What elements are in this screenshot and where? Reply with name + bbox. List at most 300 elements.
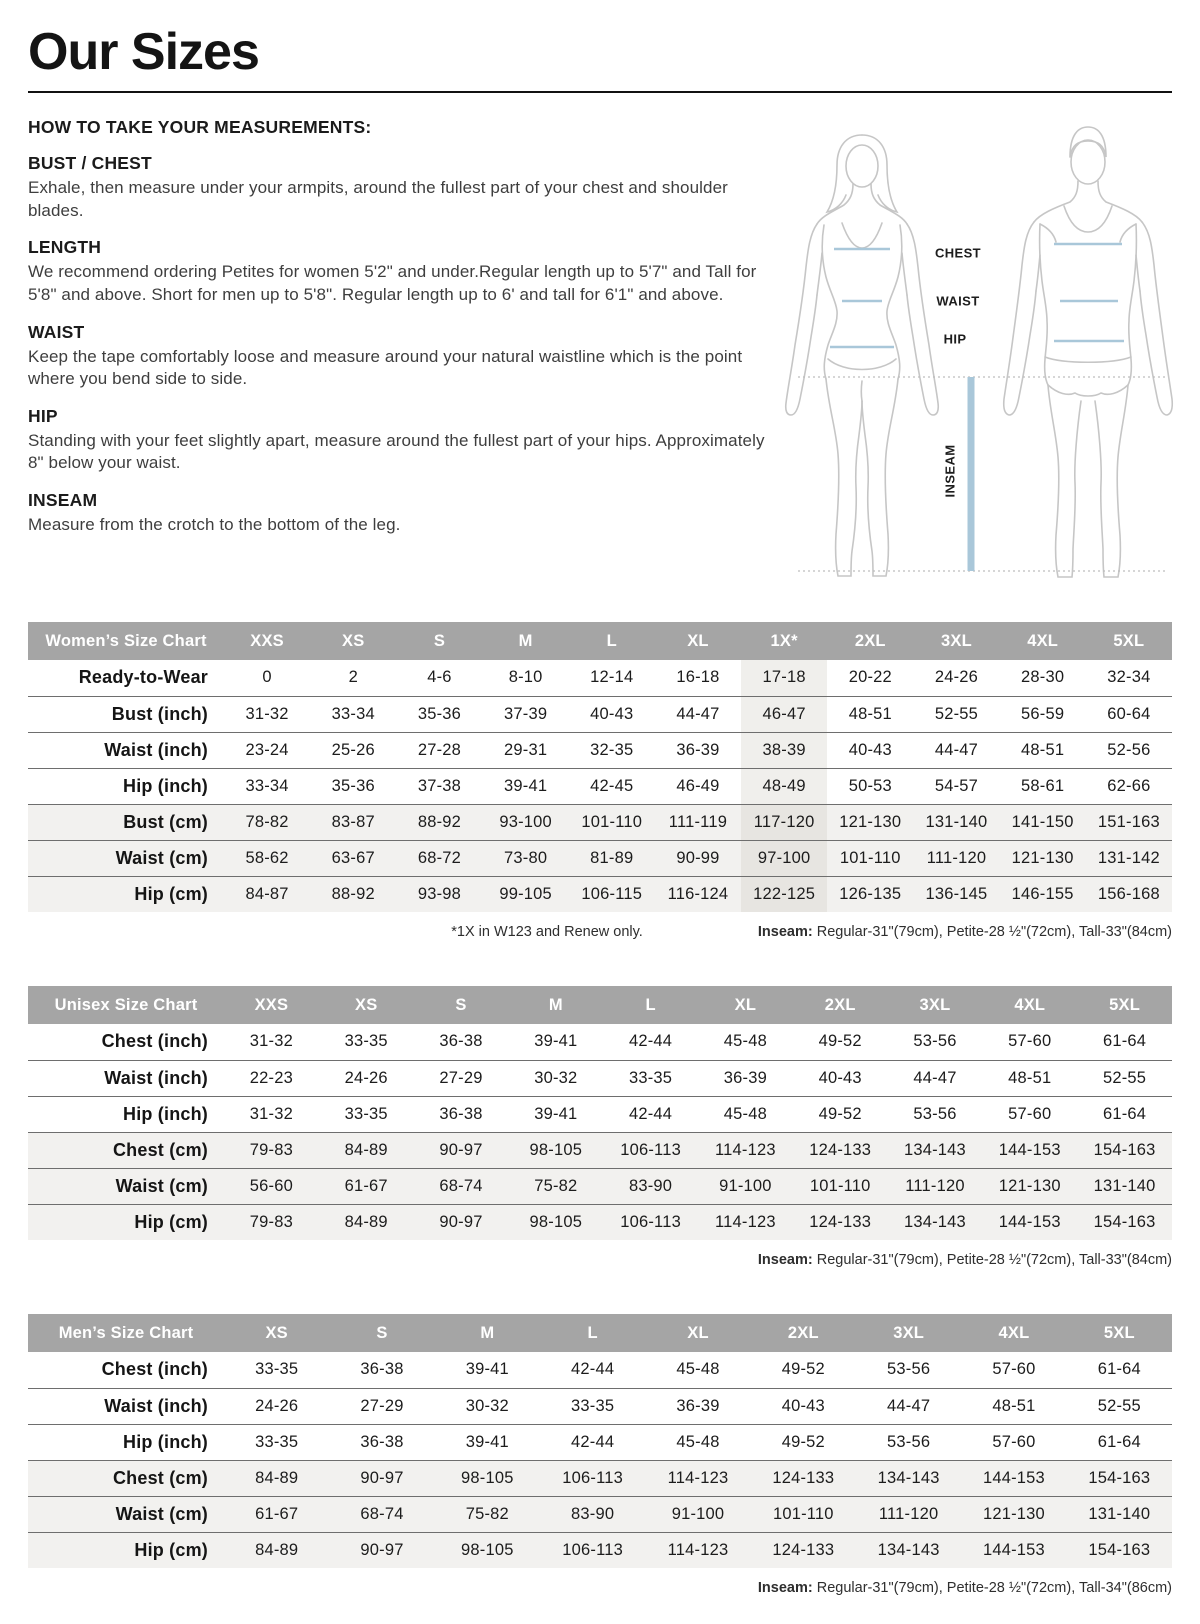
table-row: [28, 840, 1172, 876]
instructions-heading: HOW TO TAKE YOUR MEASUREMENTS:: [28, 117, 372, 138]
table-cell: 30-32: [435, 1388, 540, 1424]
table-cell: 45-48: [723, 1032, 767, 1051]
table-cell: 42-44: [540, 1424, 645, 1460]
chest-label: CHEST: [934, 245, 982, 261]
column-header: 3XL: [856, 1314, 961, 1352]
unisex-size-chart: [28, 986, 1172, 1274]
table-cell: 35-36: [310, 768, 396, 804]
table-cell: 57-60: [961, 1424, 1066, 1460]
table-cell: 53-56: [856, 1424, 961, 1460]
table-cell: 144-153: [961, 1532, 1066, 1568]
table-cell: 53-56: [913, 1032, 957, 1051]
column-header: 5XL: [1077, 986, 1172, 1024]
table-cell: 131-140: [913, 804, 999, 840]
table-cell: 122-125: [741, 876, 827, 912]
row-label: Bust (cm): [28, 804, 224, 840]
table-cell: 124-133: [751, 1460, 856, 1496]
column-header: XL: [655, 622, 741, 660]
table-cell: 114-123: [698, 1204, 793, 1240]
table-cell: 144-153: [982, 1204, 1077, 1240]
table-cell: 56-59: [1000, 696, 1086, 732]
table-cell: 154-163: [1077, 1204, 1172, 1240]
column-header: 4XL: [982, 986, 1077, 1024]
table-row: [28, 876, 1172, 912]
table-cell: 154-163: [1067, 1532, 1172, 1568]
row-label: Waist (cm): [28, 1168, 224, 1204]
table-cell: 56-60: [224, 1168, 319, 1204]
section-title-waist: WAIST: [28, 321, 85, 342]
table-row: [28, 1532, 1172, 1568]
column-header: 3XL: [888, 986, 983, 1024]
table-cell: 42-44: [571, 1360, 615, 1379]
table-cell: 33-35: [319, 1096, 414, 1132]
column-header: XS: [310, 622, 396, 660]
table-row: [28, 768, 1172, 804]
table-cell: 33-35: [344, 1032, 388, 1051]
column-header: L: [569, 622, 655, 660]
table-cell: 83-87: [310, 804, 396, 840]
inseam-footnote: Inseam: Regular-31"(79cm), Petite-28 ½"(72cm), Tall-33"(84cm): [757, 1252, 1172, 1269]
table-cell: 36-38: [360, 1360, 404, 1379]
table-cell: 75-82: [508, 1168, 603, 1204]
table-cell: 91-100: [698, 1168, 793, 1204]
table-cell: 88-92: [396, 804, 482, 840]
table-cell: 88-92: [310, 876, 396, 912]
table-cell: 106-113: [540, 1532, 645, 1568]
row-label: Hip (cm): [28, 876, 224, 912]
column-header: S: [329, 1314, 434, 1352]
table-row: [28, 696, 1172, 732]
measurement-diagram: [758, 119, 1178, 591]
table-cell: 134-143: [888, 1132, 983, 1168]
table-cell: 39-41: [508, 1096, 603, 1132]
table-cell: 48-51: [961, 1388, 1066, 1424]
table-cell: 126-135: [827, 876, 913, 912]
row-label: Chest (cm): [28, 1132, 224, 1168]
table-cell: 57-60: [1008, 1032, 1052, 1051]
table-row: [28, 1060, 1172, 1096]
table-cell: 114-123: [645, 1460, 750, 1496]
column-header: XS: [319, 986, 414, 1024]
table-cell: 131-142: [1086, 840, 1172, 876]
table-cell: 52-55: [913, 696, 999, 732]
table-cell: 101-110: [751, 1496, 856, 1532]
size-table: [28, 622, 1172, 912]
table-cell: 48-51: [827, 696, 913, 732]
table-cell: 154-163: [1077, 1132, 1172, 1168]
row-label: Waist (inch): [28, 732, 224, 768]
column-header: L: [540, 1314, 645, 1352]
column-header: 5XL: [1086, 622, 1172, 660]
table-cell: 124-133: [751, 1532, 856, 1568]
measurement-instructions-section: [28, 117, 1172, 622]
table-cell: 49-52: [781, 1360, 825, 1379]
table-cell: 36-38: [329, 1424, 434, 1460]
table-cell: 117-120: [741, 804, 827, 840]
table-cell: 61-67: [224, 1496, 329, 1532]
table-cell: 151-163: [1086, 804, 1172, 840]
table-cell: 46-47: [741, 696, 827, 732]
table-cell: 121-130: [961, 1496, 1066, 1532]
table-cell: 39-41: [465, 1360, 509, 1379]
table-cell: 93-98: [396, 876, 482, 912]
table-cell: 33-35: [603, 1060, 698, 1096]
column-header: 2XL: [751, 1314, 856, 1352]
table-cell: 154-163: [1067, 1460, 1172, 1496]
table-cell: 44-47: [655, 696, 741, 732]
table-cell: 24-26: [319, 1060, 414, 1096]
table-cell: 33-34: [310, 696, 396, 732]
row-label: Chest (inch): [101, 1031, 208, 1052]
inseam-footnote: Inseam: Regular-31"(79cm), Petite-28 ½"(72cm), Tall-33"(84cm): [757, 924, 1172, 941]
table-cell: 101-110: [793, 1168, 888, 1204]
table-row: [28, 1460, 1172, 1496]
table-cell: 101-110: [569, 804, 655, 840]
table-cell: 40-43: [569, 696, 655, 732]
table-cell: 84-89: [224, 1532, 329, 1568]
table-cell: 44-47: [856, 1388, 961, 1424]
table-cell: 33-35: [540, 1388, 645, 1424]
row-label: Hip (inch): [28, 1096, 224, 1132]
table-cell: 25-26: [310, 732, 396, 768]
column-header: S: [414, 986, 509, 1024]
table-cell: 24-26: [934, 668, 979, 687]
column-header: 3XL: [913, 622, 999, 660]
table-title: Women’s Size Chart: [28, 622, 224, 660]
section-body-waist: Keep the tape comfortably loose and measure around your natural waistline which is the point where you bend side to side.: [28, 346, 743, 389]
table-cell: 30-32: [508, 1060, 603, 1096]
table-cell: 40-43: [827, 732, 913, 768]
table-cell: 90-97: [329, 1460, 434, 1496]
table-cell: 58-62: [224, 840, 310, 876]
mens-size-chart: [28, 1314, 1172, 1602]
column-header: XXS: [224, 622, 310, 660]
table-cell: 136-145: [913, 876, 999, 912]
table-cell: 91-100: [645, 1496, 750, 1532]
section-body-length: We recommend ordering Petites for women 5'2" and under.Regular length up to 5'7" and Tall for 5'8" and above. Short for men up to 5'8". Regular length up to 6' and tall for 6'1" and above.: [28, 262, 757, 305]
table-cell: 124-133: [793, 1132, 888, 1168]
table-row: [28, 1204, 1172, 1240]
table-cell: 90-97: [329, 1532, 434, 1568]
section-body-bust-chest: Exhale, then measure under your armpits, around the fullest part of your chest and shoulder blades.: [28, 178, 728, 220]
table-cell: 121-130: [982, 1168, 1077, 1204]
column-header: 4XL: [961, 1314, 1066, 1352]
table-cell: 111-120: [888, 1168, 983, 1204]
table-cell: 44-47: [913, 732, 999, 768]
female-figure-outline: [786, 135, 939, 576]
table-cell: 29-31: [483, 732, 569, 768]
column-header: XS: [224, 1314, 329, 1352]
male-figure-outline: [1004, 127, 1173, 577]
table-cell: 53-56: [888, 1096, 983, 1132]
table-row: [28, 660, 1172, 696]
column-header: 1X*: [741, 622, 827, 660]
table-cell: 44-47: [888, 1060, 983, 1096]
table-cell: 24-26: [224, 1388, 329, 1424]
table-cell: 38-39: [741, 732, 827, 768]
table-cell: 134-143: [888, 1204, 983, 1240]
table-cell: 141-150: [1000, 804, 1086, 840]
table-cell: 156-168: [1086, 876, 1172, 912]
table-cell: 111-119: [655, 804, 741, 840]
table-cell: 33-35: [224, 1424, 329, 1460]
table-footnote: [28, 1580, 1172, 1602]
table-cell: 35-36: [396, 696, 482, 732]
table-cell: 62-66: [1086, 768, 1172, 804]
row-label: Waist (inch): [28, 1388, 224, 1424]
section-title-inseam: INSEAM: [28, 490, 98, 511]
table-cell: 131-140: [1067, 1496, 1172, 1532]
waist-label: WAIST: [936, 293, 980, 309]
table-cell: 50-53: [827, 768, 913, 804]
womens-size-chart: [28, 622, 1172, 946]
table-row: [28, 1132, 1172, 1168]
table-cell: 12-14: [590, 668, 634, 687]
size-guide-page: [0, 24, 1200, 1602]
table-cell: 27-29: [414, 1060, 509, 1096]
table-cell: 32-34: [1107, 668, 1151, 687]
table-cell: 84-89: [224, 1460, 329, 1496]
table-cell: 111-120: [913, 840, 999, 876]
table-cell: 48-49: [741, 768, 827, 804]
table-cell: 90-97: [414, 1204, 509, 1240]
table-cell: 144-153: [961, 1460, 1066, 1496]
table-row: [28, 1424, 1172, 1460]
table-cell: 39-41: [483, 768, 569, 804]
table-cell: 27-28: [396, 732, 482, 768]
table-cell: 2: [348, 668, 358, 687]
table-cell: 40-43: [793, 1060, 888, 1096]
table-cell: 63-67: [310, 840, 396, 876]
row-label: Waist (inch): [28, 1060, 224, 1096]
table-row: [28, 1024, 1172, 1060]
table-cell: 73-80: [483, 840, 569, 876]
table-cell: 84-89: [319, 1204, 414, 1240]
table-cell: 134-143: [856, 1460, 961, 1496]
table-cell: 68-74: [329, 1496, 434, 1532]
table-cell: 42-44: [628, 1032, 673, 1051]
column-header: 5XL: [1067, 1314, 1172, 1352]
table-cell: 121-130: [1000, 840, 1086, 876]
table-cell: 36-38: [439, 1032, 483, 1051]
column-header: M: [483, 622, 569, 660]
table-cell: 121-130: [827, 804, 913, 840]
table-cell: 17-18: [741, 660, 827, 696]
table-cell: 98-105: [435, 1460, 540, 1496]
table-cell: 52-56: [1086, 732, 1172, 768]
table-cell: 144-153: [982, 1132, 1077, 1168]
table-cell: 31-32: [249, 1032, 293, 1051]
table-footnote: [28, 1252, 1172, 1274]
inseam-label: INSEAM: [942, 444, 958, 498]
table-cell: 57-60: [982, 1096, 1077, 1132]
table-cell: 46-49: [655, 768, 741, 804]
table-cell: 49-52: [793, 1096, 888, 1132]
table-cell: 106-115: [569, 876, 655, 912]
table-cell: 106-113: [603, 1204, 698, 1240]
table-cell: 61-67: [319, 1168, 414, 1204]
table-cell: 61-64: [1077, 1096, 1172, 1132]
table-cell: 36-39: [645, 1388, 750, 1424]
section-title-length: LENGTH: [28, 237, 102, 258]
table-cell: 57-60: [992, 1360, 1036, 1379]
table-cell: 75-82: [435, 1496, 540, 1532]
column-header: 4XL: [1000, 622, 1086, 660]
table-cell: 45-48: [676, 1360, 720, 1379]
table-cell: 33-35: [255, 1360, 299, 1379]
table-cell: 97-100: [741, 840, 827, 876]
column-header: XL: [698, 986, 793, 1024]
footnote-note: *1X in W123 and Renew only.: [451, 924, 643, 941]
table-cell: 20-22: [848, 668, 892, 687]
table-cell: 22-23: [224, 1060, 319, 1096]
table-cell: 8-10: [508, 668, 543, 687]
page-title: Our Sizes: [28, 23, 259, 81]
table-row: [28, 732, 1172, 768]
section-title-hip: HIP: [28, 405, 58, 426]
table-cell: 37-38: [396, 768, 482, 804]
table-cell: 48-51: [982, 1060, 1077, 1096]
row-label: Chest (cm): [28, 1460, 224, 1496]
table-cell: 32-35: [569, 732, 655, 768]
table-row: [28, 804, 1172, 840]
table-cell: 36-39: [655, 732, 741, 768]
table-cell: 90-97: [414, 1132, 509, 1168]
table-cell: 98-105: [435, 1532, 540, 1568]
column-header: 2XL: [827, 622, 913, 660]
column-header: M: [435, 1314, 540, 1352]
section-title-bust-chest: BUST / CHEST: [28, 153, 152, 174]
row-label: Hip (cm): [28, 1204, 224, 1240]
table-cell: 90-99: [655, 840, 741, 876]
table-cell: 61-64: [1067, 1424, 1172, 1460]
table-cell: 4-6: [427, 668, 452, 687]
row-label: Hip (cm): [28, 1532, 224, 1568]
table-cell: 37-39: [483, 696, 569, 732]
table-cell: 106-113: [540, 1460, 645, 1496]
table-cell: 0: [262, 668, 272, 687]
table-cell: 61-64: [1102, 1032, 1147, 1051]
table-cell: 61-64: [1097, 1360, 1141, 1379]
column-header: XL: [645, 1314, 750, 1352]
table-cell: 146-155: [1000, 876, 1086, 912]
row-label: Bust (inch): [28, 696, 224, 732]
row-label: Chest (inch): [101, 1359, 208, 1380]
table-cell: 39-41: [534, 1032, 578, 1051]
row-label: Hip (inch): [28, 1424, 224, 1460]
table-footnote: [28, 924, 1172, 946]
table-cell: 33-34: [224, 768, 310, 804]
table-row: [28, 1352, 1172, 1388]
column-header: S: [396, 622, 482, 660]
table-cell: 54-57: [913, 768, 999, 804]
size-charts-section: [28, 622, 1172, 1602]
table-cell: 31-32: [224, 696, 310, 732]
inseam-footnote: Inseam: Regular-31"(79cm), Petite-28 ½"(72cm), Tall-34"(86cm): [757, 1580, 1172, 1597]
instructions-text-column: [28, 117, 773, 536]
table-title: Men’s Size Chart: [28, 1314, 224, 1352]
table-cell: 83-90: [603, 1168, 698, 1204]
table-row: [28, 1496, 1172, 1532]
row-label: Hip (inch): [28, 768, 224, 804]
table-cell: 131-140: [1077, 1168, 1172, 1204]
table-cell: 68-74: [414, 1168, 509, 1204]
table-cell: 49-52: [751, 1424, 856, 1460]
table-cell: 45-48: [645, 1424, 750, 1460]
table-row: [28, 1096, 1172, 1132]
table-cell: 28-30: [1021, 668, 1065, 687]
table-cell: 93-100: [483, 804, 569, 840]
table-cell: 60-64: [1086, 696, 1172, 732]
table-cell: 23-24: [224, 732, 310, 768]
table-cell: 42-44: [603, 1096, 698, 1132]
table-cell: 81-89: [569, 840, 655, 876]
table-cell: 116-124: [655, 876, 741, 912]
row-label: Waist (cm): [28, 840, 224, 876]
column-header: XXS: [224, 986, 319, 1024]
table-cell: 68-72: [396, 840, 482, 876]
table-cell: 98-105: [508, 1204, 603, 1240]
table-cell: 84-87: [224, 876, 310, 912]
table-cell: 78-82: [224, 804, 310, 840]
table-cell: 111-120: [856, 1496, 961, 1532]
table-cell: 48-51: [1000, 732, 1086, 768]
column-header: 2XL: [793, 986, 888, 1024]
column-header: L: [603, 986, 698, 1024]
row-label: Waist (cm): [28, 1496, 224, 1532]
table-cell: 114-123: [698, 1132, 793, 1168]
table-cell: 36-39: [698, 1060, 793, 1096]
table-cell: 134-143: [856, 1532, 961, 1568]
table-row: [28, 1168, 1172, 1204]
table-cell: 106-113: [603, 1132, 698, 1168]
table-cell: 58-61: [1000, 768, 1086, 804]
table-cell: 40-43: [751, 1388, 856, 1424]
table-cell: 52-55: [1077, 1060, 1172, 1096]
table-cell: 49-52: [818, 1032, 862, 1051]
table-cell: 45-48: [698, 1096, 793, 1132]
table-cell: 53-56: [887, 1360, 931, 1379]
table-cell: 84-89: [319, 1132, 414, 1168]
table-cell: 36-38: [414, 1096, 509, 1132]
table-cell: 42-45: [569, 768, 655, 804]
title-divider: [28, 91, 1172, 93]
section-body-inseam: Measure from the crotch to the bottom of the leg.: [28, 515, 401, 535]
hip-label: HIP: [943, 331, 967, 347]
table-cell: 114-123: [645, 1532, 750, 1568]
body-outlines-illustration: [758, 119, 1178, 591]
table-cell: 52-55: [1067, 1388, 1172, 1424]
table-row: [28, 1388, 1172, 1424]
table-cell: 124-133: [793, 1204, 888, 1240]
column-header: M: [508, 986, 603, 1024]
table-cell: 79-83: [224, 1204, 319, 1240]
size-table: [28, 1314, 1172, 1568]
row-label: Ready-to-Wear: [78, 667, 208, 688]
table-cell: 79-83: [224, 1132, 319, 1168]
table-cell: 83-90: [540, 1496, 645, 1532]
table-cell: 98-105: [508, 1132, 603, 1168]
section-body-hip: Standing with your feet slightly apart, measure around the fullest part of your hips. Approximately 8" below your waist.: [28, 430, 765, 473]
size-table: [28, 986, 1172, 1240]
table-cell: 39-41: [435, 1424, 540, 1460]
table-title: Unisex Size Chart: [28, 986, 224, 1024]
table-cell: 31-32: [224, 1096, 319, 1132]
table-cell: 99-105: [483, 876, 569, 912]
table-cell: 101-110: [827, 840, 913, 876]
table-cell: 16-18: [676, 668, 720, 687]
table-cell: 27-29: [329, 1388, 434, 1424]
